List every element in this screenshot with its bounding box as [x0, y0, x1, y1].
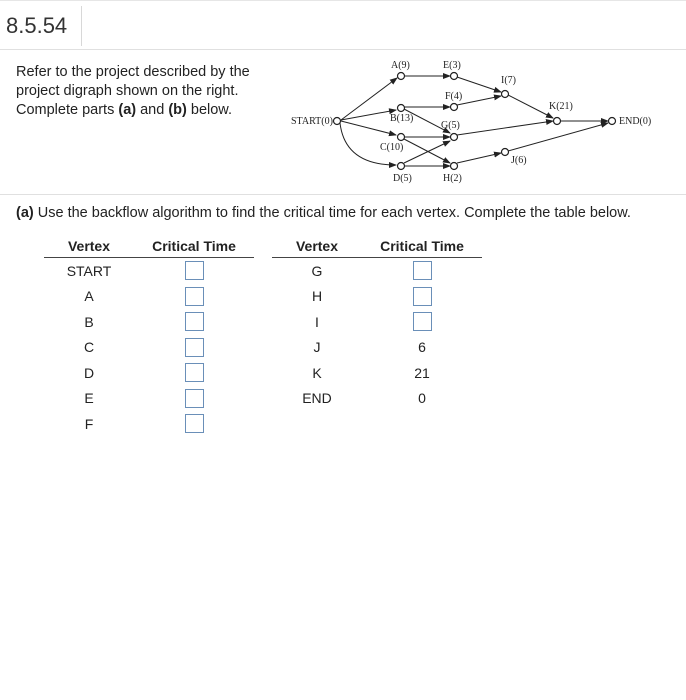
label-i: I(7): [501, 75, 516, 86]
answer-input-h[interactable]: [413, 287, 432, 306]
vertex-cell: I: [315, 313, 319, 330]
answer-input-d[interactable]: [185, 363, 204, 382]
table-row: [272, 284, 482, 310]
vertex-cell: D: [83, 364, 95, 381]
label-f: F(4): [445, 91, 463, 102]
table-header: [272, 235, 482, 258]
edge-j-end: [508, 123, 608, 151]
node-start: [334, 118, 341, 125]
table-row: [272, 309, 482, 335]
node-g: [451, 134, 458, 141]
label-e: E(3): [443, 60, 461, 71]
critical-time-cell: [134, 261, 254, 280]
table-row: [44, 258, 254, 284]
vertex-cell: START: [66, 262, 112, 279]
node-f: [451, 104, 458, 111]
critical-time-cell: [134, 389, 254, 408]
table-row: [44, 284, 254, 310]
intro-text-part-1: Refer to the project described by the project digraph shown on the right. Complete parts: [16, 64, 250, 118]
header-critical-time: Critical Time: [380, 238, 464, 254]
edge-e-i: [457, 77, 501, 92]
intro-and: and: [136, 102, 169, 118]
vertex-cell: C: [83, 339, 95, 356]
label-start: START(0): [291, 116, 333, 127]
table-row: [272, 335, 482, 361]
table-row: [44, 309, 254, 335]
vertex-cell: F: [84, 415, 94, 432]
edge-start-c: [341, 121, 396, 135]
header-critical-time: Critical Time: [152, 238, 236, 254]
intro-part-b-ref: (b): [168, 102, 187, 118]
top-border: [0, 0, 686, 1]
node-i: [502, 91, 509, 98]
part-a-instructions: [16, 204, 676, 222]
critical-time-cell: [362, 287, 482, 306]
node-e: [451, 73, 458, 80]
vertex-cell: E: [84, 390, 94, 407]
edge-f-i: [457, 96, 501, 105]
answer-input-e[interactable]: [185, 389, 204, 408]
table-row: [44, 360, 254, 386]
label-k: K(21): [549, 101, 573, 112]
section-divider: [0, 194, 686, 195]
edge-start-b: [341, 110, 396, 120]
label-g: G(5): [441, 120, 460, 131]
vertex-cell: K: [312, 364, 322, 381]
vertex-cell: H: [311, 288, 323, 305]
table-row: [272, 360, 482, 386]
answer-input-i[interactable]: [413, 312, 432, 331]
answer-input-a[interactable]: [185, 287, 204, 306]
node-end: [609, 118, 616, 125]
project-digraph: [285, 55, 680, 190]
answer-input-g[interactable]: [413, 261, 432, 280]
critical-time-value: 6: [418, 339, 426, 356]
node-h: [451, 163, 458, 170]
vertex-cell: B: [84, 313, 94, 330]
intro-part-a-ref: (a): [118, 102, 137, 118]
critical-time-cell: [134, 338, 254, 357]
table-row: [44, 386, 254, 412]
critical-time-cell: [362, 261, 482, 280]
answer-input-b[interactable]: [185, 312, 204, 331]
edge-start-a: [341, 78, 397, 120]
node-d: [398, 163, 405, 170]
edge-g-k: [457, 121, 553, 135]
answer-input-start[interactable]: [185, 261, 204, 280]
vertex-cell: A: [84, 288, 94, 305]
vertex-cell: G: [311, 262, 323, 279]
table-row: [44, 335, 254, 361]
part-a-label: (a): [16, 205, 34, 221]
table-row: [272, 258, 482, 284]
critical-time-value: 0: [418, 390, 426, 407]
edge-i-k: [508, 95, 553, 118]
edge-h-j: [457, 153, 501, 163]
part-a-text: Use the backflow algorithm to find the critical time for each vertex. Complete the table below.: [33, 205, 631, 221]
label-b: B(13): [390, 113, 414, 124]
node-k: [554, 118, 561, 125]
critical-time-cell: [134, 312, 254, 331]
intro-end: below.: [186, 102, 233, 118]
table-header: [44, 235, 254, 258]
label-j: J(6): [511, 155, 527, 166]
label-d: D(5): [393, 173, 412, 184]
node-c: [398, 134, 405, 141]
critical-time-table-left: [44, 235, 254, 437]
answer-input-f[interactable]: [185, 414, 204, 433]
critical-time-cell: [134, 414, 254, 433]
table-row: [272, 386, 482, 412]
intro-text: [16, 63, 256, 120]
node-j: [502, 149, 509, 156]
vertex-cell: END: [302, 390, 332, 407]
critical-time-cell: [134, 363, 254, 382]
critical-time-table-right: [272, 235, 482, 411]
label-a: A(9): [391, 60, 410, 71]
critical-time-cell: [134, 287, 254, 306]
header-divider: [0, 49, 686, 50]
problem-id: 8.5.54: [0, 6, 82, 46]
critical-time-cell: [362, 312, 482, 331]
table-row: [44, 411, 254, 437]
header-vertex: Vertex: [67, 238, 111, 254]
node-b: [398, 105, 405, 112]
critical-time-value: 21: [414, 364, 430, 381]
label-h: H(2): [443, 173, 462, 184]
answer-input-c[interactable]: [185, 338, 204, 357]
vertex-cell: J: [313, 339, 321, 356]
header-vertex: Vertex: [295, 238, 339, 254]
label-end: END(0): [619, 116, 652, 127]
node-a: [398, 73, 405, 80]
label-c: C(10): [380, 142, 404, 153]
